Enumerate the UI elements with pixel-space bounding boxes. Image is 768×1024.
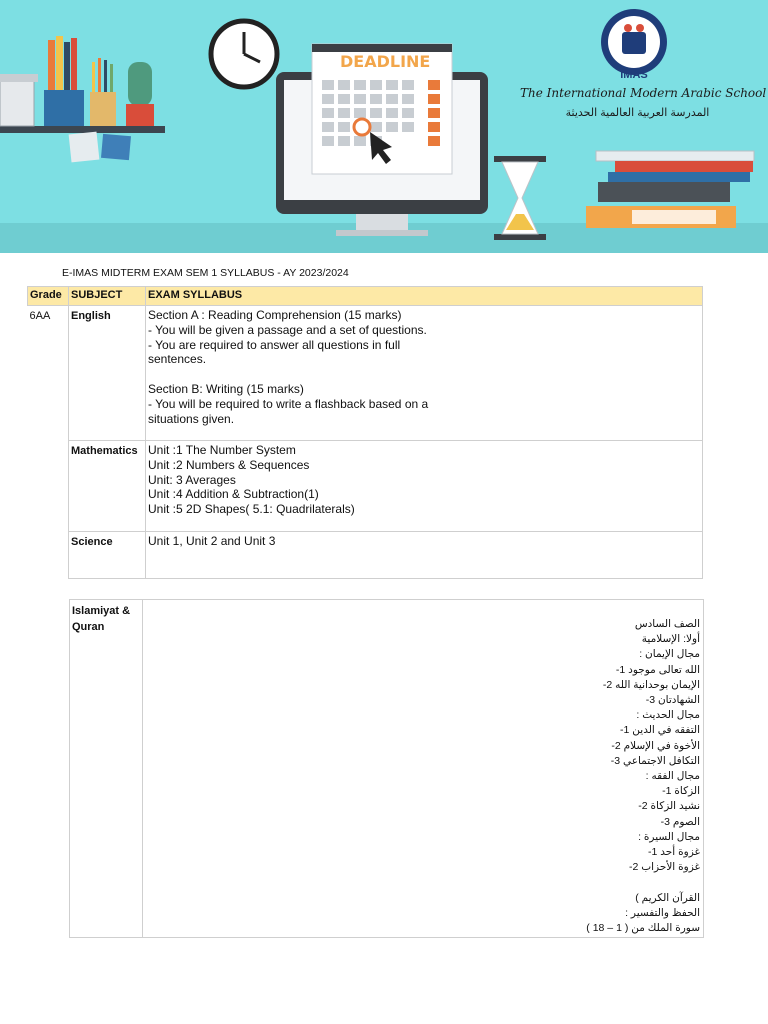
syllabus-islamiyat — [143, 600, 704, 938]
syllabus-line: الإيمان بوحدانية الله 2- — [602, 678, 700, 691]
syllabus-science — [146, 532, 703, 579]
book-holder — [44, 90, 84, 126]
document-title: E-IMAS MIDTERM EXAM SEM 1 SYLLABUS - AY 2023/2024 — [62, 267, 349, 279]
syllabus-line: - You are required to answer all questions in full — [148, 337, 401, 352]
school-name-english: The International Modern Arabic School — [520, 86, 767, 100]
hourglass-icon — [494, 156, 546, 162]
syllabus-line — [148, 367, 700, 382]
syllabus-english — [146, 306, 703, 441]
syllabus-line: مجال الحديث : — [636, 709, 700, 722]
banner-illustration — [0, 0, 768, 253]
syllabus-line: Section A : Reading Comprehension (15 marks) — [148, 308, 402, 322]
syllabus-table — [27, 286, 703, 579]
subject-english: English — [69, 306, 146, 441]
syllabus-line: القرآن الكريم ) — [635, 891, 700, 904]
syllabus-line: Unit 1, Unit 2 and Unit 3 — [148, 534, 276, 548]
deadline-label: DEADLINE — [340, 52, 431, 71]
header-grade: Grade — [28, 287, 69, 306]
syllabus-line: - You will be required to write a flashback based on a — [148, 396, 429, 411]
syllabus-line: غزوة الأحزاب 2- — [628, 861, 700, 874]
box-lid — [0, 74, 38, 82]
syllabus-line: مجال الفقه : — [645, 770, 700, 783]
subject-islamiyat-line1: Islamiyat & — [72, 605, 131, 617]
table-row — [28, 306, 703, 441]
syllabus-line: الزكاة 1- — [662, 785, 700, 798]
syllabus-line: الأخوة في الإسلام 2- — [611, 739, 700, 752]
syllabus-line: Unit :4 Addition & Subtraction(1) — [148, 487, 319, 502]
subject-islamiyat-line2: Quran — [72, 621, 105, 633]
table-row — [70, 600, 704, 938]
syllabus-line: Unit :1 The Number System — [148, 443, 296, 457]
sticky-note — [69, 132, 100, 163]
table-header-row — [28, 287, 703, 306]
pencil-cup-icon — [90, 92, 116, 126]
logo-text: IMAS — [620, 69, 648, 81]
syllabus-line: situations given. — [148, 411, 235, 426]
header-subject: SUBJECT — [69, 287, 146, 306]
subject-islamiyat — [70, 600, 143, 938]
book-icon — [48, 40, 55, 95]
syllabus-line: سورة الملك من ( 1 – 18 ) — [586, 922, 700, 935]
book-stack — [596, 151, 754, 161]
islamiyat-table — [69, 599, 704, 938]
plant-pot — [126, 104, 154, 126]
syllabus-line: التكافل الاجتماعي 3- — [610, 754, 700, 767]
syllabus-mathematics — [146, 441, 703, 532]
syllabus-line — [144, 875, 700, 890]
book-icon — [64, 42, 70, 95]
syllabus-line: Section B: Writing (15 marks) — [148, 381, 304, 396]
syllabus-line: sentences. — [148, 352, 207, 367]
shelf — [0, 126, 165, 133]
subject-mathematics: Mathematics — [69, 441, 146, 532]
table-row — [28, 532, 703, 579]
syllabus-line: - You will be given a passage and a set of questions. — [148, 322, 427, 337]
syllabus-line: الله تعالى موجود 1- — [615, 663, 700, 676]
syllabus-line: نشيد الزكاة 2- — [638, 800, 700, 813]
book-icon — [56, 36, 63, 95]
syllabus-line: الحفظ والتفسير : — [625, 906, 700, 919]
subject-science: Science — [69, 532, 146, 579]
syllabus-line: مجال الإيمان : — [639, 648, 700, 661]
header-banner — [0, 0, 768, 253]
cactus-icon — [128, 62, 152, 106]
syllabus-line: غزوة أحد 1- — [648, 846, 700, 859]
syllabus-line: الصف السادس — [634, 618, 700, 630]
sticky-note — [101, 134, 131, 160]
book-icon — [71, 38, 77, 95]
syllabus-line: Unit: 3 Averages — [148, 472, 236, 487]
syllabus-line: الصوم 3- — [660, 815, 700, 828]
table-row — [28, 441, 703, 532]
box-icon — [0, 80, 34, 126]
syllabus-line: الشهادتان 3- — [645, 694, 700, 707]
syllabus-line: مجال السيرة : — [638, 830, 700, 843]
syllabus-line: Unit :5 2D Shapes( 5.1: Quadrilaterals) — [148, 502, 355, 517]
syllabus-line: التفقه في الدين 1- — [620, 724, 700, 737]
school-name-arabic: المدرسة العربية العالمية الحديثة — [565, 107, 710, 119]
header-syllabus: EXAM SYLLABUS — [146, 287, 703, 306]
syllabus-line: أولا: الإسلامية — [641, 633, 700, 646]
syllabus-line: Unit :2 Numbers & Sequences — [148, 457, 310, 472]
grade-cell: 6AA — [29, 310, 51, 322]
